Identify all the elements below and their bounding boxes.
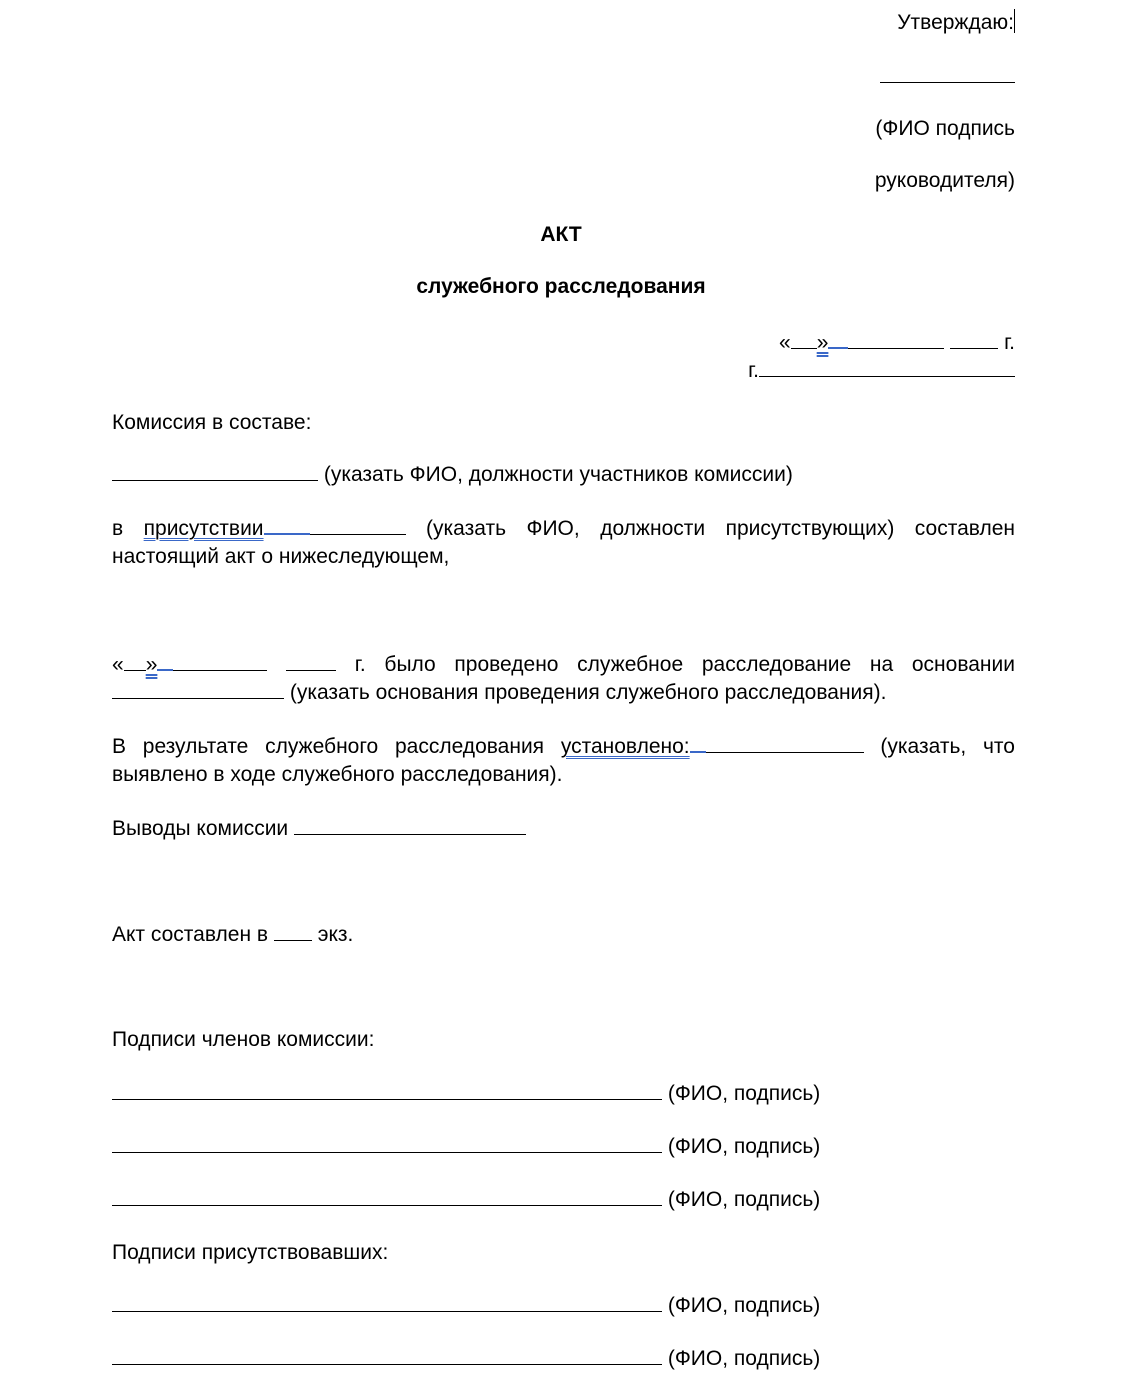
investigation-year-field[interactable]: [286, 652, 336, 671]
conclusions-line: Выводы комиссии: [112, 816, 526, 842]
investigation-month-field[interactable]: [173, 652, 267, 671]
presence-paragraph: в присутствии (указать ФИО, должности присутствующих) составлен настоящий акт о нижеследующем,: [112, 515, 1015, 571]
city-field[interactable]: [759, 358, 1015, 377]
member-signature-field[interactable]: [112, 1187, 662, 1206]
investigation-paragraph: « » г. было проведено служебное расследование на основании (указать основания проведения служебного расследования).: [112, 653, 1015, 704]
present-signature-field[interactable]: [112, 1346, 662, 1365]
presence-field[interactable]: [310, 516, 406, 535]
copies-line: Акт составлен в экз.: [112, 923, 354, 946]
members-signatures-label: Подписи членов комиссии:: [112, 1028, 375, 1051]
result-field[interactable]: [706, 734, 864, 753]
member-signature-field[interactable]: [112, 1081, 662, 1100]
day-field[interactable]: [791, 330, 817, 349]
document-title: АКТ: [540, 223, 582, 246]
text-cursor: [1014, 9, 1015, 33]
present-signatures-label: Подписи присутствовавших:: [112, 1241, 389, 1264]
commission-members-line: (указать ФИО, должности участников комиссии): [112, 462, 793, 488]
copies-field[interactable]: [274, 922, 312, 941]
presence-line2: настоящий акт о нижеследующем,: [112, 545, 450, 568]
member-signature-row: (ФИО, подпись): [112, 1081, 820, 1107]
city-line: г.: [748, 358, 1015, 384]
date-line: « » г.: [779, 331, 1015, 354]
member-signature-row: (ФИО, подпись): [112, 1187, 820, 1213]
approval-caption-line1: (ФИО подпись: [875, 117, 1015, 140]
investigation-basis-field[interactable]: [112, 680, 284, 699]
result-paragraph: В результате служебного расследования установлено: (указать, что выявлено в ходе служебного расследования).: [112, 733, 1015, 789]
approval-caption-line2: руководителя): [874, 169, 1015, 192]
present-signature-row: (ФИО, подпись): [112, 1346, 820, 1372]
month-field[interactable]: [848, 330, 944, 349]
commission-members-field[interactable]: [112, 462, 318, 481]
document-subtitle: служебного расследования: [416, 275, 706, 298]
member-signature-row: (ФИО, подпись): [112, 1134, 820, 1160]
approval-label: Утверждаю:: [897, 11, 1014, 34]
present-signature-row: (ФИО, подпись): [112, 1293, 820, 1319]
result-word: установлено:: [560, 735, 690, 758]
presence-word: присутствии: [143, 517, 264, 540]
result-line2: выявлено в ходе служебного расследования).: [112, 763, 563, 786]
investigation-day-field[interactable]: [124, 652, 146, 671]
present-signature-field[interactable]: [112, 1293, 662, 1312]
conclusions-field[interactable]: [294, 816, 526, 835]
approval-signature-line[interactable]: [880, 64, 1015, 90]
commission-label: Комиссия в составе:: [112, 411, 312, 434]
date-close-quote: »: [816, 331, 829, 354]
member-signature-field[interactable]: [112, 1134, 662, 1153]
year-field[interactable]: [950, 330, 998, 349]
